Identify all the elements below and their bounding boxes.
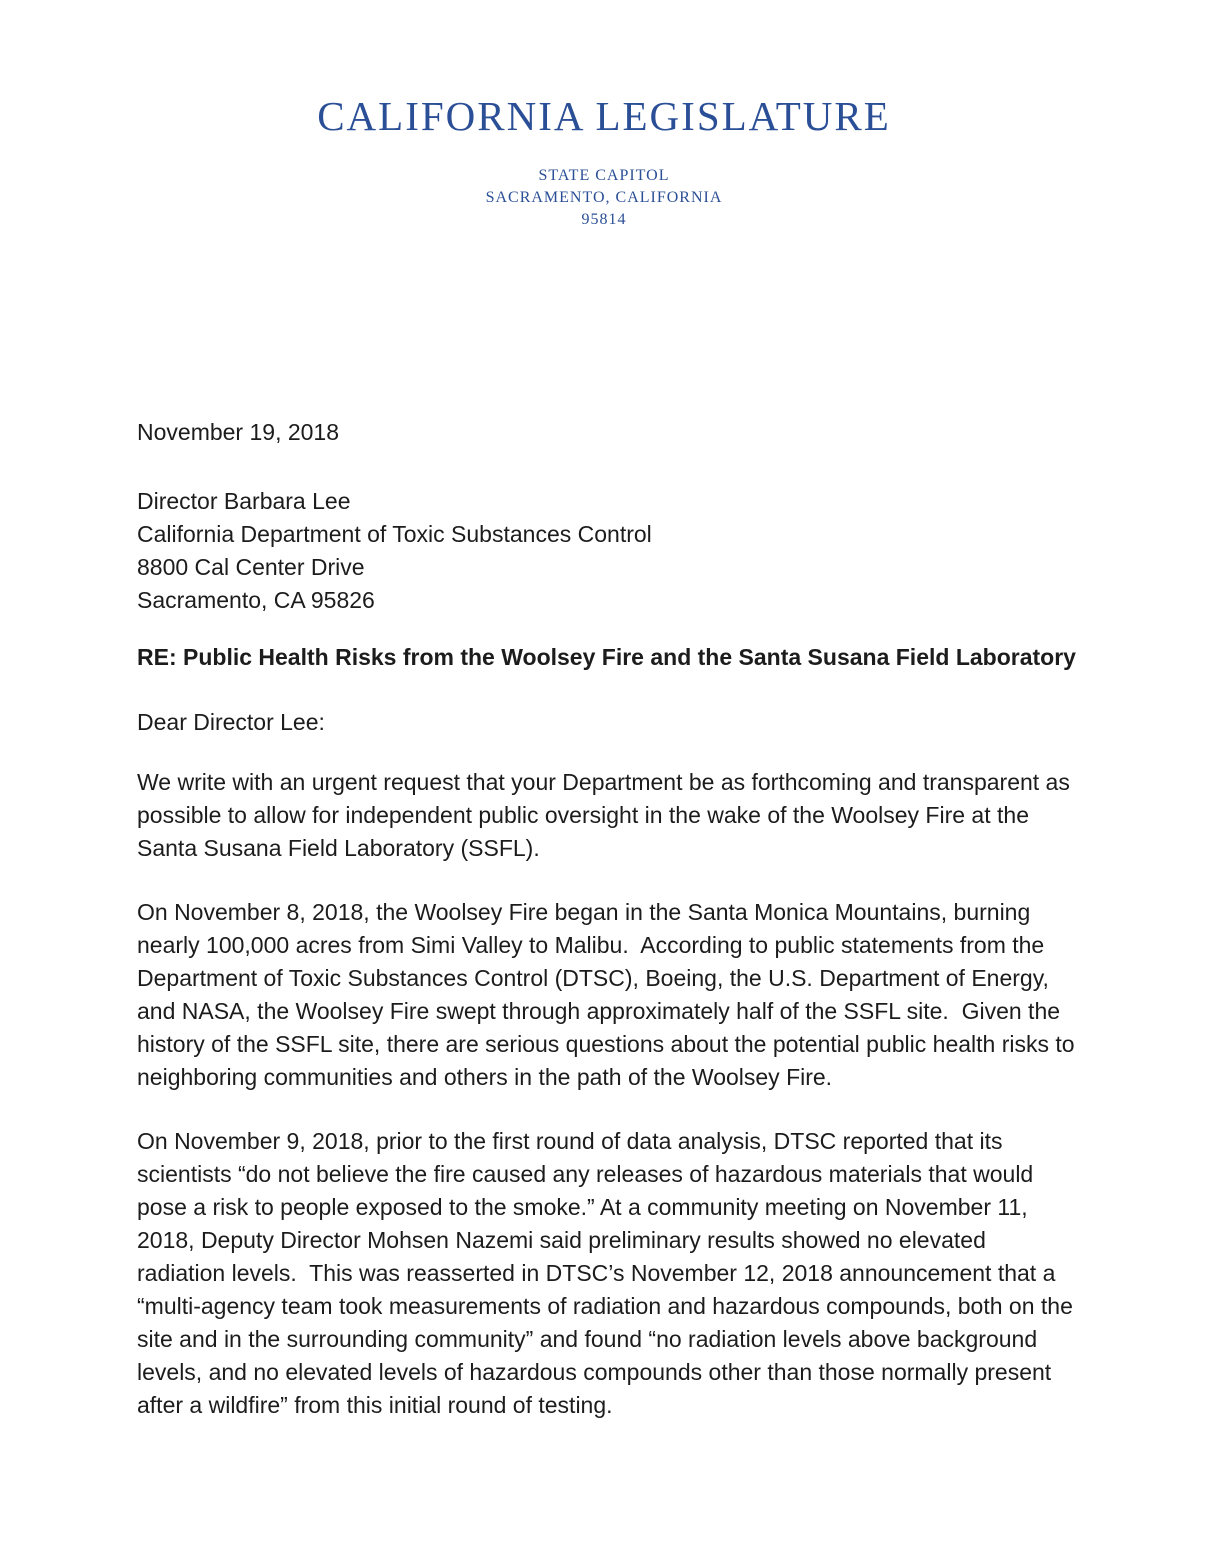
letter-body bbox=[137, 416, 1080, 1422]
recipient-name: Director Barbara Lee bbox=[137, 488, 351, 514]
subject-line: RE: Public Health Risks from the Woolsey Fire and the Santa Susana Field Laboratory bbox=[137, 644, 1076, 670]
letterhead-address-line-3: 95814 bbox=[581, 211, 627, 228]
letterhead bbox=[0, 0, 1208, 231]
recipient-organization: California Department of Toxic Substances Control bbox=[137, 521, 652, 547]
letterhead-address-line-2: SACRAMENTO, CALIFORNIA bbox=[485, 189, 723, 206]
letter-date: November 19, 2018 bbox=[137, 419, 340, 445]
salutation: Dear Director Lee: bbox=[137, 709, 325, 735]
body-paragraph-2: On November 8, 2018, the Woolsey Fire began in the Santa Monica Mountains, burning nearly 100,000 acres from Simi Valley to Malibu. According to public statements from the Department of Toxic Substances Control (DTSC), Boeing, the U.S. Department of Energy, and NASA, the Woolsey Fire swept through approximately half of the SSFL site. Given the history of the SSFL site, there are serious questions about the potential public health risks to neighboring communities and others in the path of the Woolsey Fire. bbox=[137, 899, 1081, 1090]
letterhead-address bbox=[0, 165, 1208, 231]
recipient-address bbox=[137, 485, 1080, 617]
recipient-street: 8800 Cal Center Drive bbox=[137, 554, 365, 580]
letterhead-address-line-1: STATE CAPITOL bbox=[538, 167, 670, 184]
letterhead-title: CALIFORNIA LEGISLATURE bbox=[317, 93, 891, 139]
body-paragraph-1: We write with an urgent request that your Department be as forthcoming and transparent as possible to allow for independent public oversight in the wake of the Woolsey Fire at the Santa Susana Field Laboratory (SSFL). bbox=[137, 769, 1077, 861]
recipient-city-state-zip: Sacramento, CA 95826 bbox=[137, 587, 375, 613]
body-paragraph-3: On November 9, 2018, prior to the first round of data analysis, DTSC reported that its scientists “do not believe the fire caused any releases of hazardous materials that would pose a risk to people exposed to the smoke.” At a community meeting on November 11, 2018, Deputy Director Mohsen Nazemi said preliminary results showed no elevated radiation levels. This was reasserted in DTSC’s November 12, 2018 announcement that a “multi-agency team took measurements of radiation and hazardous compounds, both on the site and in the surrounding community” and found “no radiation levels above background levels, and no elevated levels of hazardous compounds other than those normally present after a wildfire” from this initial round of testing. bbox=[137, 1128, 1080, 1418]
